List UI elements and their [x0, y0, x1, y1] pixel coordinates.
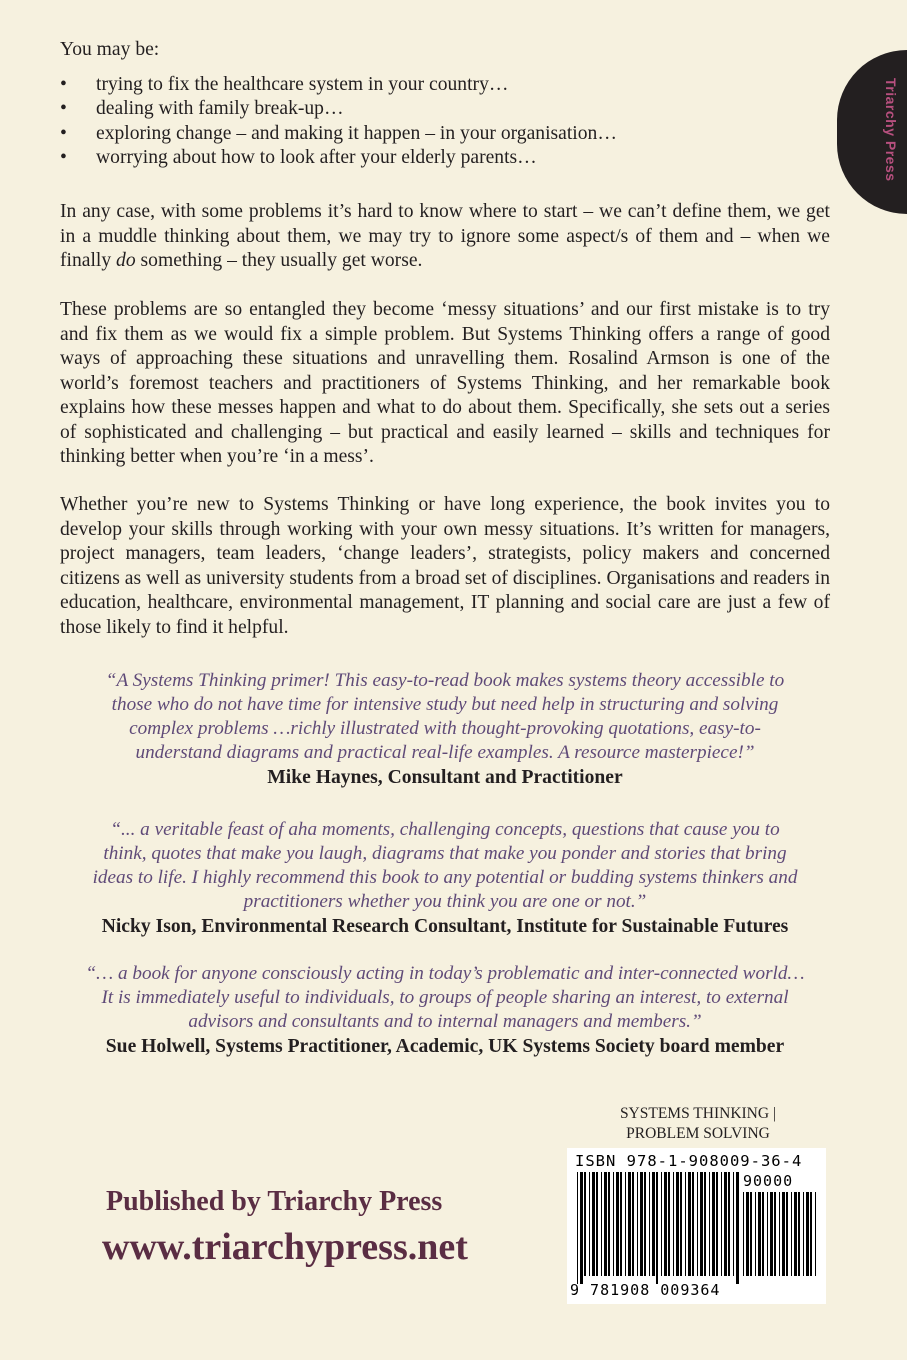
bullet-item: • dealing with family break-up…	[60, 97, 830, 122]
barcode-bar	[733, 1172, 734, 1276]
barcode-bar	[673, 1172, 674, 1276]
barcode-bar	[712, 1172, 715, 1276]
barcode-bar	[774, 1192, 776, 1276]
barcode-digits: 9 781908 009364	[570, 1281, 721, 1299]
emphasis-text: do	[116, 250, 136, 271]
barcode-bar	[628, 1172, 631, 1276]
barcode-bar	[806, 1192, 809, 1276]
barcode-bar	[782, 1192, 785, 1276]
endorsement	[60, 669, 830, 790]
barcode-bar	[616, 1172, 619, 1276]
barcode-bar	[697, 1172, 698, 1276]
barcode-bar	[649, 1172, 650, 1276]
barcode-bar	[803, 1192, 804, 1276]
paragraph-text: something – they usually get worse.	[135, 250, 423, 271]
quote-line: advisors and consultants and to internal managers and members.”	[188, 1011, 702, 1032]
paragraph-messy-situations: These problems are so entangled they become ‘messy situations’ and our first mistake is to try and fix them as we would fix a simple problem. But Systems Thinking offers a range of good ways of approaching these situations and unravelling them. Rosalind Armson is one of the world’s foremost teachers and practitioners of Systems Thinking, and her remarkable book explains how these messes happen and what to do about them. Specifically, she sets out a series of sophisticated and challenging – but practical and easily learned – skills and techniques for thinking better when you’re ‘in a mess’.	[60, 299, 830, 467]
bullet-item: • exploring change – and making it happen – in your organisation…	[60, 122, 830, 147]
endorsement-quote	[60, 962, 830, 1034]
barcode-bar	[604, 1172, 607, 1276]
barcode-bar	[746, 1192, 749, 1276]
barcode-bar	[692, 1172, 694, 1276]
quote-line: “… a book for anyone consciously acting in today’s problematic and inter-connected world…	[85, 963, 805, 984]
category-line: SYSTEMS THINKING |	[619, 1105, 777, 1122]
endorsement-attribution: Nicky Ison, Environmental Research Consultant, Institute for Sustainable Futures	[101, 916, 789, 937]
intro-bullet-list	[60, 73, 830, 171]
bullet-item: • trying to fix the healthcare system in your country…	[60, 73, 830, 98]
barcode-bar	[791, 1192, 792, 1276]
barcode-bar	[685, 1172, 686, 1276]
isbn-label: ISBN 978-1-908009-36-4	[575, 1152, 803, 1170]
barcode-bar	[596, 1172, 598, 1276]
paragraph-audience: Whether you’re new to Systems Thinking or have long experience, the book invites you to develop your skills through working with your own messy situations. It’s written for managers, project managers, team leaders, ‘change leaders’, strategists, policy makers and concerned citizens as well as university students from a broad set of disciplines. Organisations and readers in education, healthcare, environmental management, IT planning and social care are just a few of those likely to find it helpful.	[60, 494, 830, 638]
quote-line: those who do not have time for intensive study but need help in structuring and solving	[111, 694, 779, 715]
barcode-bar	[779, 1192, 780, 1276]
quote-line: complex problems …richly illustrated with thought-provoking quotations, easy-to-	[129, 718, 761, 739]
barcode-bar	[620, 1172, 622, 1276]
barcode-bar	[750, 1192, 752, 1276]
endorsement-attribution: Sue Holwell, Systems Practitioner, Academic, UK Systems Society board member	[105, 1036, 785, 1057]
barcode-bar	[680, 1172, 682, 1276]
barcode-bar	[721, 1172, 722, 1276]
barcode-bar	[815, 1192, 816, 1276]
ean-barcode-bars	[577, 1172, 739, 1284]
barcode-bar	[668, 1172, 670, 1276]
barcode-bar	[736, 1172, 739, 1284]
barcode-bar	[676, 1172, 679, 1276]
barcode-bar	[709, 1172, 710, 1276]
barcode-bar	[592, 1172, 595, 1276]
barcode-bar	[608, 1172, 610, 1276]
barcode-bar	[762, 1192, 764, 1276]
barcode-bar	[644, 1172, 646, 1276]
barcode-bar	[700, 1172, 703, 1276]
paragraph-problems	[60, 200, 830, 274]
endorsement	[60, 962, 830, 1059]
barcode-bar	[767, 1192, 768, 1276]
barcode-bar	[770, 1192, 773, 1276]
intro-lead: You may be:	[60, 39, 160, 60]
barcode-bar	[632, 1172, 634, 1276]
barcode-bar	[584, 1172, 586, 1276]
barcode-bar	[798, 1192, 800, 1276]
endorsement-quote	[60, 818, 830, 914]
barcode-bar	[589, 1172, 590, 1276]
publisher-block	[102, 1185, 468, 1269]
barcode-bar	[755, 1192, 756, 1276]
barcode-bar	[661, 1172, 662, 1276]
quote-line: It is immediately useful to individuals, to groups of people sharing an interest, to external	[101, 987, 789, 1008]
barcode-bar	[786, 1192, 788, 1276]
barcode-bar	[794, 1192, 797, 1276]
barcode-bar	[640, 1172, 643, 1276]
barcode-bar	[580, 1172, 583, 1284]
barcode-bar	[656, 1172, 658, 1284]
addon-barcode-bars	[743, 1192, 819, 1284]
quote-line: think, quotes that make you laugh, diagrams that make you ponder and stories that bring	[103, 843, 787, 864]
subject-category	[570, 1104, 826, 1144]
barcode-bar	[637, 1172, 638, 1276]
barcode-bar	[716, 1172, 718, 1276]
barcode-bar	[758, 1192, 761, 1276]
endorsement-attribution: Mike Haynes, Consultant and Practitioner	[267, 767, 623, 788]
barcode-bar	[810, 1192, 812, 1276]
barcode-bar	[601, 1172, 602, 1276]
quote-line: “A Systems Thinking primer! This easy-to-read book makes systems theory accessible to	[105, 670, 785, 691]
barcode-bar	[724, 1172, 727, 1276]
quote-line: ideas to life. I highly recommend this book to any potential or budding systems thinkers and	[92, 867, 798, 888]
category-line: PROBLEM SOLVING	[626, 1125, 770, 1142]
barcode-bar	[704, 1172, 706, 1276]
barcode-bar	[577, 1172, 578, 1284]
bullet-item: • worrying about how to look after your elderly parents…	[60, 146, 830, 171]
barcode-bar	[625, 1172, 626, 1276]
publisher-name: Published by Triarchy Press	[106, 1186, 443, 1217]
barcode-bar	[743, 1192, 744, 1276]
publisher-url: www.triarchypress.net	[102, 1226, 468, 1268]
endorsement	[60, 818, 830, 939]
quote-line: understand diagrams and practical real-life examples. A resource masterpiece!”	[135, 742, 755, 763]
quote-line: practitioners whether you think you are one or not.”	[243, 891, 647, 912]
barcode-bar	[688, 1172, 691, 1276]
intro-section	[60, 38, 830, 171]
quote-line: “... a veritable feast of aha moments, challenging concepts, questions that cause you to	[110, 819, 780, 840]
endorsement-quote	[60, 669, 830, 765]
price-code: 90000	[743, 1172, 794, 1190]
barcode-bar	[652, 1172, 655, 1276]
paragraph-text: In any case, with some problems it’s hard to know where to start – we can’t define them, we get in a muddle thinking about them, we may try to ignore some aspect/s of them and – when we finally	[60, 201, 830, 271]
publisher-tab-label: Triarchy Press	[883, 78, 899, 182]
barcode-bar	[728, 1172, 730, 1276]
barcode-bar	[613, 1172, 614, 1276]
barcode-bar	[664, 1172, 667, 1276]
isbn-barcode	[567, 1148, 826, 1304]
